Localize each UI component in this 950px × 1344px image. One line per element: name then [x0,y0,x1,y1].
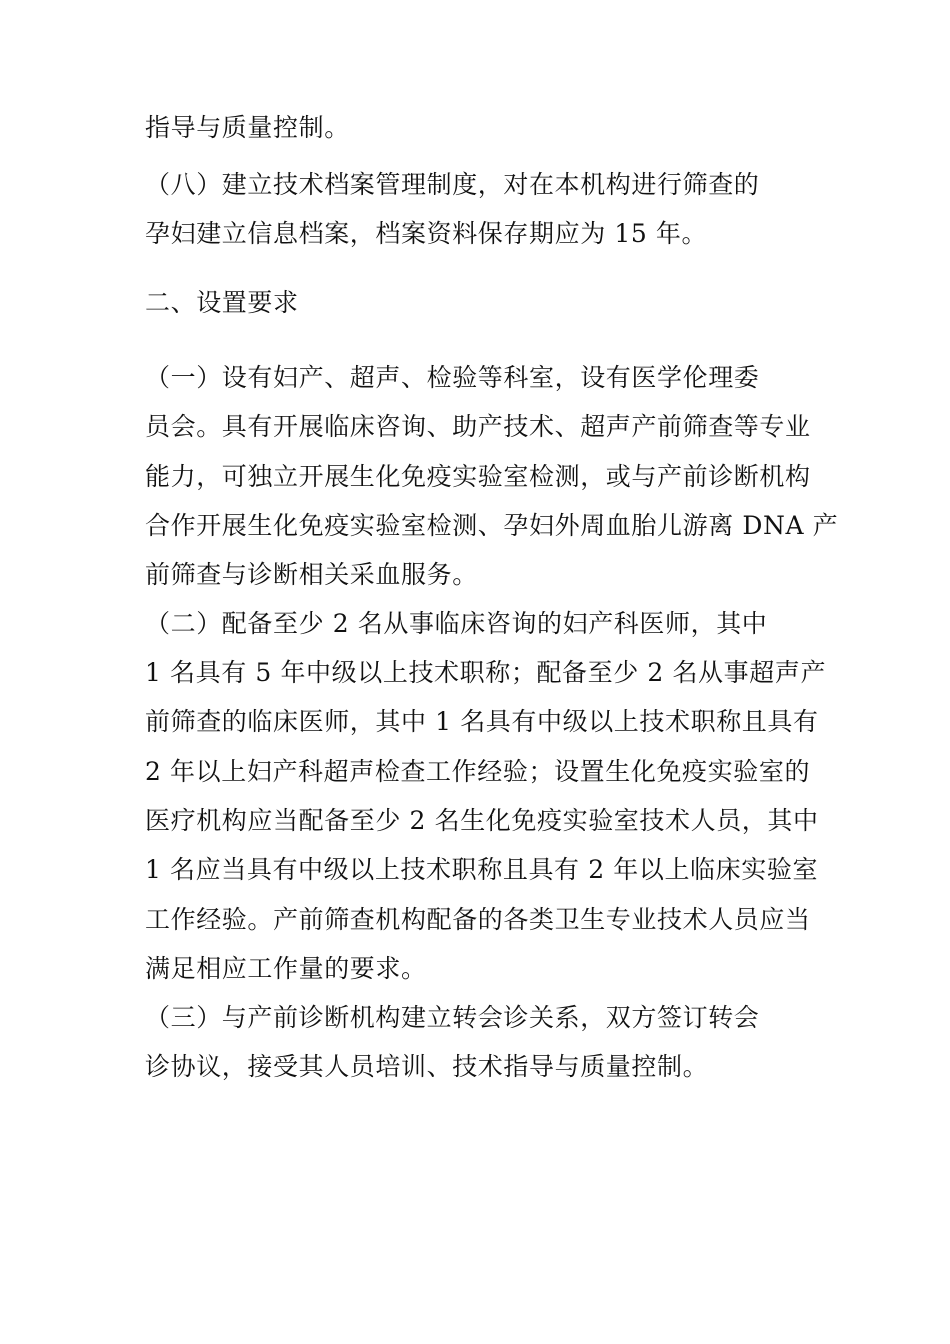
text-line: 指导与质量控制。 [145,113,350,142]
text-line: 前筛查的临床医师，其中 1 名具有中级以上技术职称且具有 [145,707,819,736]
text-line: 前筛查与诊断相关采血服务。 [145,560,478,589]
section-heading: 二、设置要求 [145,288,299,317]
text-line: 合作开展生化免疫实验室检测、孕妇外周血胎儿游离 DNA 产 [145,511,839,540]
text-line: （三）与产前诊断机构建立转会诊关系，双方签订转会 [145,1003,760,1032]
text-line: 工作经验。产前筛查机构配备的各类卫生专业技术人员应当 [145,905,811,934]
text-line: 能力，可独立开展生化免疫实验室检测，或与产前诊断机构 [145,462,811,491]
text-line: 医疗机构应当配备至少 2 名生化免疫实验室技术人员，其中 [145,806,819,835]
text-line: 1 名具有 5 年中级以上技术职称；配备至少 2 名从事超声产 [145,658,827,687]
text-line: （二）配备至少 2 名从事临床咨询的妇产科医师，其中 [145,609,768,638]
text-line: 孕妇建立信息档案，档案资料保存期应为 15 年。 [145,219,708,248]
text-line: 诊协议，接受其人员培训、技术指导与质量控制。 [145,1052,709,1081]
text-line: 员会。具有开展临床咨询、助产技术、超声产前筛查等专业 [145,412,811,441]
text-line: （一）设有妇产、超声、检验等科室，设有医学伦理委 [145,363,760,392]
text-line: 1 名应当具有中级以上技术职称且具有 2 年以上临床实验室 [145,855,819,884]
text-line: （八）建立技术档案管理制度，对在本机构进行筛查的 [145,170,760,199]
text-line: 2 年以上妇产科超声检查工作经验；设置生化免疫实验室的 [145,757,811,786]
text-line: 满足相应工作量的要求。 [145,954,427,983]
